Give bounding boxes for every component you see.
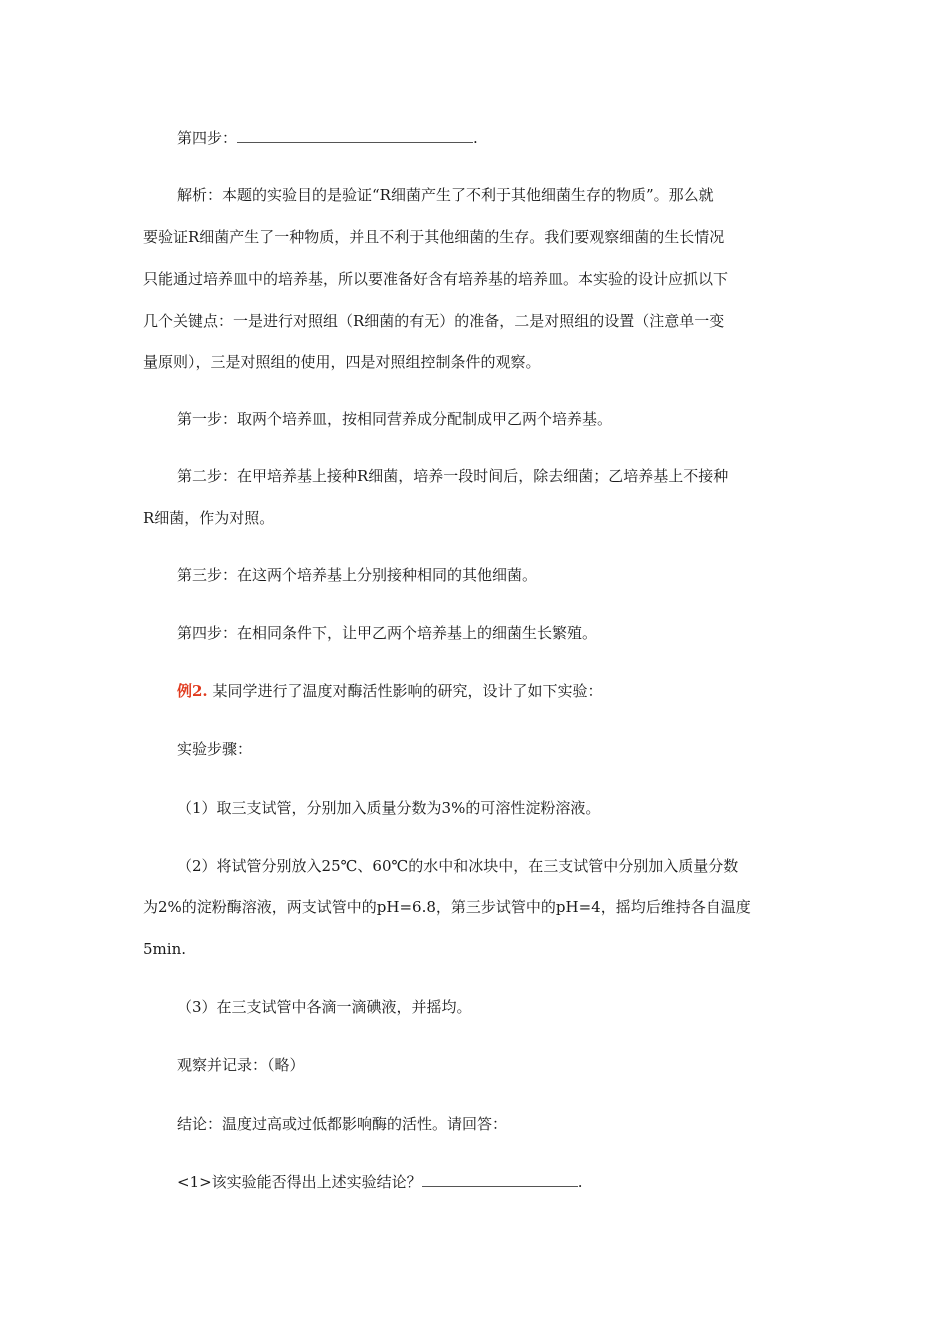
step4-prompt-label: 第四步：: [177, 129, 238, 147]
analysis-line-4: 几个关键点：一是进行对照组（R细菌的有无）的准备，二是对照组的设置（注意单一变: [143, 312, 725, 330]
experiment-item-2-line-1: （2）将试管分别放入25℃、60℃的水中和冰块中，在三支试管中分别加入质量分数: [177, 857, 739, 875]
analysis-line-2: 要验证R细菌产生了一种物质，并且不利于其他细菌的生存。我们要观察细菌的生长情况: [143, 228, 725, 246]
experiment-item-2-line-2: 为2%的淀粉酶溶液，两支试管中的pH=6.8，第三步试管中的pH=4，摇均后维持各自温度: [143, 898, 751, 916]
step-2-line-2: R细菌，作为对照。: [143, 509, 275, 527]
experiment-heading: 实验步骤：: [177, 740, 253, 758]
example-2-text: 某同学进行了温度对酶活性影响的研究，设计了如下实验：: [207, 682, 603, 700]
experiment-item-1: （1）取三支试管，分别加入质量分数为3%的可溶性淀粉溶液。: [177, 799, 601, 817]
example-2: [177, 681, 602, 701]
step-1: 第一步：取两个培养皿，按相同营养成分配制成甲乙两个培养基。: [177, 410, 613, 428]
analysis-line-5: 量原则），三是对照组的使用，四是对照组控制条件的观察。: [143, 353, 541, 371]
observe-record: 观察并记录：（略）: [177, 1056, 305, 1074]
step-4: 第四步：在相同条件下，让甲乙两个培养基上的细菌生长繁殖。: [177, 624, 598, 642]
analysis-line-3: 只能通过培养皿中的培养基，所以要准备好含有培养基的培养皿。本实验的设计应抓以下: [143, 270, 729, 288]
conclusion: 结论：温度过高或过低都影响酶的活性。请回答：: [177, 1115, 508, 1133]
question-1: [177, 1172, 582, 1192]
analysis-line-1: 解析：本题的实验目的是验证“R细菌产生了不利于其他细菌生存的物质”。那么就: [177, 186, 714, 204]
example-2-label: 例2.: [177, 682, 208, 700]
question-1-end: .: [577, 1173, 583, 1191]
step4-prompt-end: .: [473, 129, 478, 147]
answer-blank-step4[interactable]: [237, 128, 473, 143]
answer-blank-q1[interactable]: [422, 1172, 578, 1187]
experiment-item-3: （3）在三支试管中各滴一滴碘液，并摇均。: [177, 998, 472, 1016]
step4-prompt: [177, 128, 478, 148]
step-3: 第三步：在这两个培养基上分别接种相同的其他细菌。: [177, 566, 538, 584]
question-1-label: <1>该实验能否得出上述实验结论？: [177, 1173, 422, 1191]
experiment-item-2-line-3: 5min.: [143, 940, 186, 958]
step-2-line-1: 第二步：在甲培养基上接种R细菌，培养一段时间后，除去细菌；乙培养基上不接种: [177, 467, 729, 485]
